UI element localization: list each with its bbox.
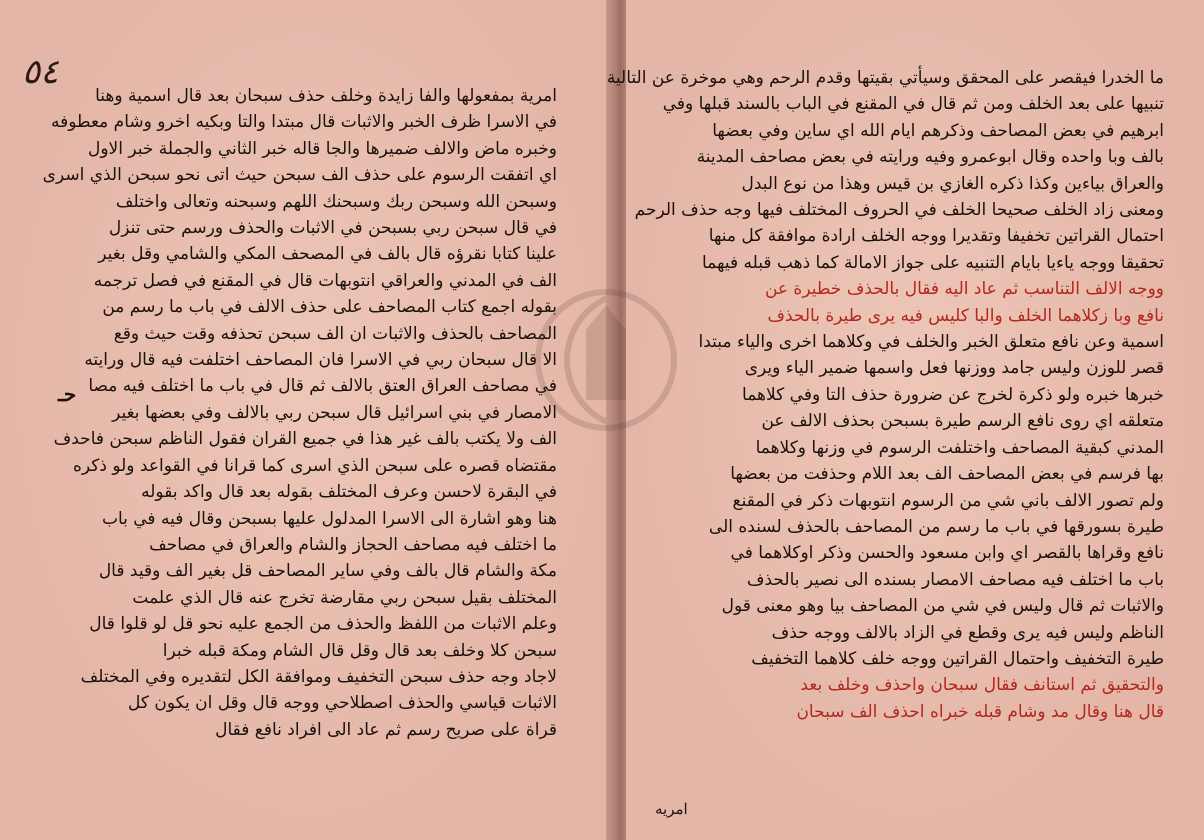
folio-number: ٥٤	[22, 52, 59, 92]
right_page-line-15: المدني كبقية المصاحف واختلفت الرسوم في وزنها وكلاهما	[755, 437, 1164, 458]
left_page-line-5: وسبحن الله وسبحن ربك وسبحنك اللهم وسبحنه وتعالى واختلف	[115, 191, 557, 212]
left_page-line-21: وعلم الاثبات من اللفظ والحذف من الجمع عليه نحو قل لو قلوا قال	[89, 614, 557, 635]
right_page-line-13: خبرها خبره ولو ذكرة لخرج عن ضرورة حذف التا وفي كلاهما	[742, 384, 1164, 405]
right_page-line-24: والتحقيق ثم استانف فقال سبحان واحذف وخلف بعد	[800, 675, 1164, 696]
left_page-line-13: الامصار في بني اسرائيل قال سبحن ربي بالالف وفي بعضها بغير	[112, 402, 557, 423]
right_page-line-11: اسمية وعن نافع متعلق الخبر والخلف في وكلاهما اخرى والياء مبتدا	[698, 332, 1164, 353]
left_page-line-24: الاثبات قياسي والحذف اصطلاحي ووجه قال وقل ان يكون كل	[128, 693, 557, 714]
left_page-line-20: المختلف بقيل سبحن ربي مقارضة تخرج عنه قال الذي علمت	[132, 587, 557, 608]
left_page-line-8: الف في المدني والعراقي انتوبهات قال في المقنع في فصل ترجمه	[93, 270, 557, 291]
left_page-line-4: اي اتفقت الرسوم على حذف الف سبحن حيث اتى نحو سبحن الذي اسرى	[42, 165, 557, 186]
right_page-line-23: طيرة التخفيف واحتمال القراتين ووجه خلف كلاهما التخفيف	[751, 648, 1164, 669]
left_page-line-18: ما اختلف فيه مصاحف الحجاز والشام والعراق في مصاحف	[149, 534, 557, 555]
margin-note: حـ	[58, 382, 77, 406]
right_page-line-8: تحقيقا ووجه ياءيا بايام التنبيه على جواز الامالة كما ذهب قبله فيهما	[702, 252, 1164, 273]
right_page-line-25: قال هنا وقال مد وشام قبله خبراه احذف الف سبحان	[796, 701, 1164, 722]
right_page-line-2: تنبيها على بعد الخلف ومن ثم قال في المقنع في الباب بالسند قبلها وفي	[662, 94, 1164, 115]
right_page-line-17: ولم تصور الالف باني شي من الرسوم انتوبهات ذكر في المقنع	[732, 490, 1164, 511]
left_page-line-19: مكة والشام قال بالف وفي ساير المصاحف قل بغير الف وقيد قال	[98, 561, 557, 582]
left_page-line-6: في قال سبحن ربي بسبحن في الاثبات والحذف ورسم حتى تنزل	[108, 218, 557, 239]
left_page-line-7: علينا كتابا نقرؤه قال بالف في المصحف المكي والشامي وقل بغير	[98, 244, 557, 265]
left_page-line-1: امرية بمفعولها والفا زايدة وخلف حذف سبحان بعد قال اسمية وهنا	[95, 86, 557, 106]
right-page	[606, 0, 1204, 840]
right_page-line-1: ما الخدرا فيقصر على المحقق وسيأتي بقيتها وقدم الرحم وهي موخرة عن التالية	[606, 68, 1164, 88]
left_page-line-25: قراة على صريح رسم ثم عاد الى افراد نافع فقال	[215, 719, 557, 740]
left_page-line-15: مقتضاه قصره على سبحن الذي اسرى كما قرانا في القواعد ولو ذكره	[72, 455, 557, 476]
right_page-line-18: طيرة بسورقها في باب ما رسم من المصاحف بالحذف لسنده الى	[708, 516, 1164, 537]
left_page-line-3: وخبره ماض والالف ضميرها والجا قاله خبر الثاني والجملة خبر الاول	[88, 138, 557, 159]
right_page-line-12: قصر للوزن وليس جامد ووزنها فعل واسمها ضمير الياء ويرى	[744, 358, 1164, 379]
right_page-line-3: ابرهيم في بعض المصاحف وذكرهم ايام الله اي ساين وفي بعضها	[712, 120, 1164, 141]
left_page-line-9: بقوله اجمع كتاب المصاحف على حذف الالف في باب ما رسم من	[102, 297, 557, 318]
left_page-line-17: هنا وهو اشارة الى الاسرا المدلول عليها بسبحن وقال فيه في باب	[101, 508, 557, 529]
right_page-line-5: والعراق بياءين وكذا ذكره الغازي بن قيس وهذا من نوع البدل	[741, 173, 1164, 194]
left_page-line-10: المصاحف بالحذف والاثبات ان الف سبحن تحذفه وقت حيث وقع	[113, 323, 557, 344]
right_page-line-21: والاثبات ثم قال وليس في شي من المصاحف بيا وهو معنى قول	[721, 596, 1164, 617]
left_page-line-11: الا قال سبحان ربي في الاسرا فان المصاحف اختلفت فيه قال ورايته	[84, 350, 557, 371]
right_page-line-19: نافع وقراها بالقصر اي وابن مسعود والحسن وذكر اوكلاهما في	[730, 543, 1164, 564]
right_page-line-16: بها فرسم في بعض المصاحف الف بعد اللام وحذفت من بعضها	[730, 464, 1164, 485]
catchword: امريه	[655, 800, 688, 818]
left_page-line-12: في مصاحف العراق العتق بالالف ثم قال في باب ما اختلف فيه مصا	[88, 376, 557, 397]
left_page-line-16: في البقرة لاحسن وعرف المختلف بقوله بعد قال واكد بقوله	[141, 482, 557, 503]
right_page-line-9: ووجه الالف التناسب ثم عاد اليه فقال بالحذف خطيرة عن	[764, 279, 1164, 300]
right_page-line-6: ومعنى زاد الخلف صحيحا الخلف في الحروف المختلف فيها وجه حذف الرحم	[634, 200, 1164, 221]
right_page-line-4: بالف وبا واحده وقال ابوعمرو وفيه ورايته في بعض مصاحف المدينة	[696, 147, 1164, 168]
right_page-line-20: باب ما اختلف فيه مصاحف الامصار بسنده الى نصير بالحذف	[746, 569, 1164, 590]
right_page-line-22: الناظم وليس فيه يرى وقطع في الزاد بالالف ووجه حذف	[771, 622, 1164, 643]
right_page-line-14: متعلقه اي روى نافع الرسم طيرة بسبحن بحذف الالف عن	[761, 411, 1164, 432]
left_page-line-14: الف ولا يكتب بالف غير هذا في جميع القران فقول الناظم سبحن فاحدف	[53, 429, 557, 450]
right_page-line-7: احتمال القراتين تخفيفا وتقديرا ووجه الخلف ارادة موافقة كل منها	[708, 226, 1164, 247]
right_page-line-10: نافع وبا زكلاهما الخلف والبا كليس فيه يرى طيرة بالحذف	[767, 305, 1164, 326]
left_page-line-22: سبحن كلا وخلف بعد قال وقل قال الشام ومكة قبله خبرا	[162, 640, 557, 661]
left_page-line-2: في الاسرا ظرف الخبر والاثبات قال مبتدا والتا وبكيه اخرو وشام معطوفه	[50, 112, 557, 133]
right-page-text	[606, 65, 1164, 725]
left_page-line-23: لاجاد وجه حذف سبحن التخفيف وموافقة الكل لتقديره وفي المختلف	[80, 666, 557, 687]
